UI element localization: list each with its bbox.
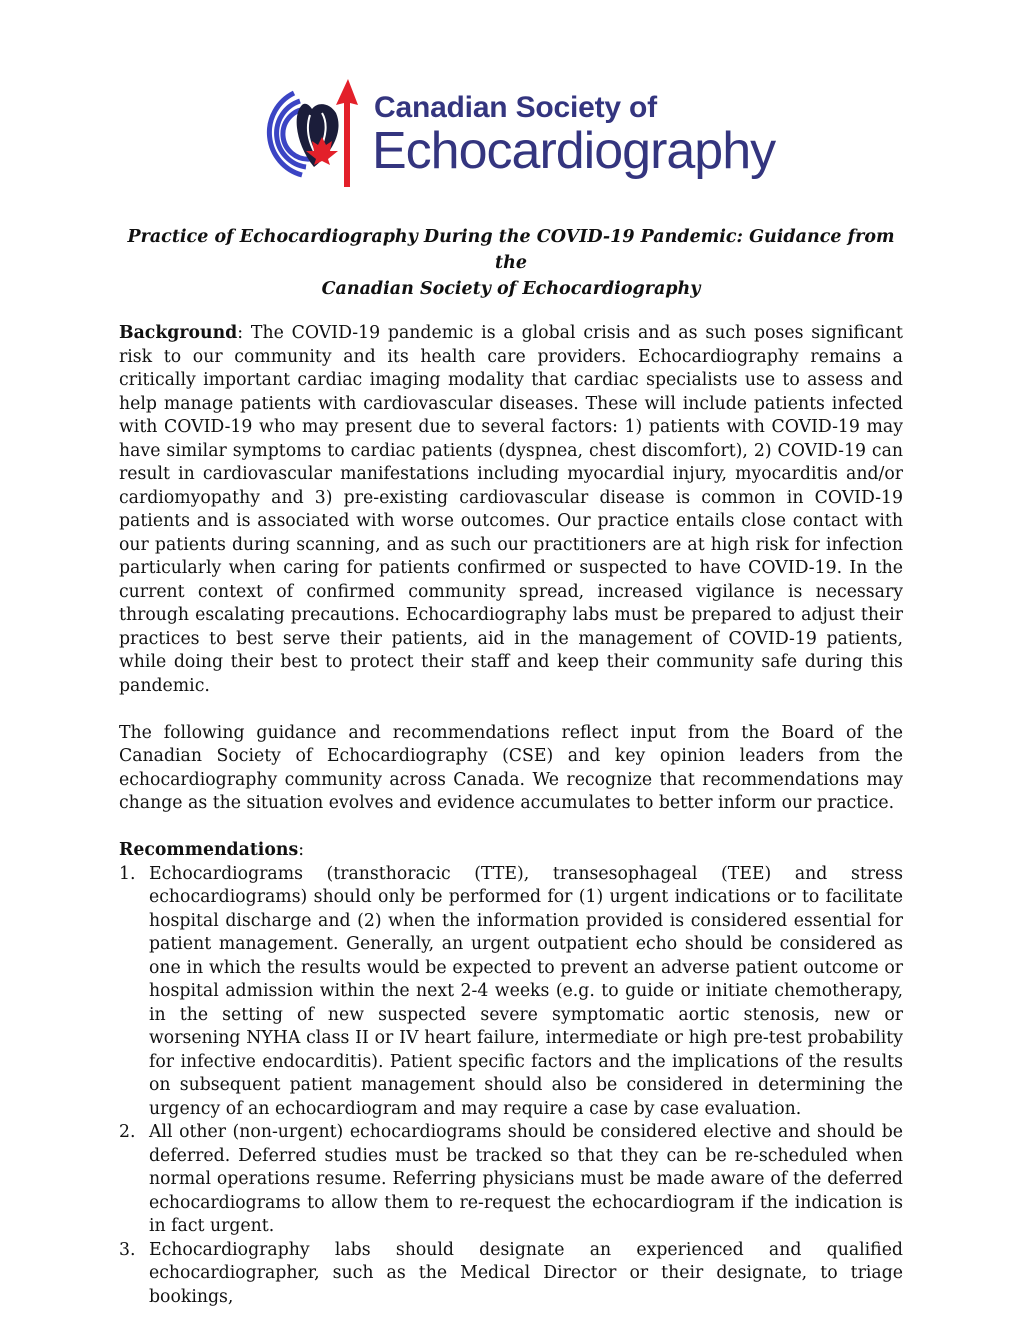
list-item [119,1121,903,1239]
heart-ultrasound-emblem-icon [262,75,362,195]
recommendations-heading: Recommendations [119,840,299,860]
document-body [119,224,903,1309]
list-item [119,863,903,1122]
list-item [119,1239,903,1310]
background-paragraph [119,322,903,698]
title-line1: Practice of Echocardiography During the COVID-19 Pandemic: Guidance from the [127,227,895,273]
title-line2: Canadian Society of Echocardiography [321,279,701,299]
list-item-text: Echocardiograms (transthoracic (TTE), transesophageal (TEE) and stress echocardiograms) should only be performed for (1) urgent indications or to facilitate hospital discharge and (2) when the information provided is considered essential for patient management. Generally, an urgent outpatient echo should be considered as one in which the results would be expected to prevent an adverse patient outcome or hospital admission within the next 2-4 weeks (e.g. to guide or initiate chemotherapy, in the setting of new suspected severe symptomatic aortic stenosis, new or worsening NYHA class II or IV heart failure, intermediate or high pre-test probability for infective endocarditis). Patient specific factors and the implications of the results on subsequent patient management should also be considered in determining the urgency of an echocardiogram and may require a case by case evaluation. [149,863,903,1119]
list-item-text: All other (non-urgent) echocardiograms should be considered elective and should be deferred. Deferred studies must be tracked so that they can be re-scheduled when normal operations resume. Referring physicians must be made aware of the deferred echocardiograms to allow them to re-request the echocardiogram if the indication is in fact urgent. [149,1122,903,1236]
list-item-number: 1. [119,863,136,884]
document-title [119,224,903,302]
guidance-paragraph: The following guidance and recommendations reflect input from the Board of the Canadian Society of Echocardiography (CSE) and key opinion leaders from the echocardiography community across Canada. We recognize that recommendations may change as the situation evolves and evidence accumulates to better inform our practice. [119,722,903,813]
list-item-text: Echocardiography labs should designate an experienced and qualified echocardiographer, such as the Medical Director or their designate, to triage bookings, [149,1239,903,1307]
cse-logo [262,75,776,195]
logo-text-line1: Canadian Society of [374,91,657,124]
background-colon: : [237,323,244,343]
recommendations-colon: : [298,840,305,860]
background-heading: Background [119,323,238,343]
list-item-number: 3. [119,1239,136,1260]
background-text: The COVID-19 pandemic is a global crisis and as such poses significant risk to our community and its health care providers. Echocardiography remains a critically important cardiac imaging modality that cardiac specialists use to assess and help manage patients with cardiovascular diseases. These will include patients infected with COVID-19 who may present due to several factors: 1) patients with COVID-19 may have similar symptoms to cardiac patients (dyspnea, chest discomfort), 2) COVID-19 can result in cardiovascular manifestations including myocardial injury, myocarditis and/or cardiomyopathy and 3) pre-existing cardiovascular disease is common in COVID-19 patients and is associated with worse outcomes. Our practice entails close contact with our patients during scanning, and as such our practitioners are at high risk for infection particularly when caring for patients confirmed or suspected to have COVID-19. In the current context of confirmed community spread, increased vigilance is necessary through escalating precautions. Echocardiography labs must be prepared to adjust their practices to best serve their patients, aid in the management of COVID-19 patients, while doing their best to protect their staff and keep their community safe during this pandemic. [119,323,903,696]
list-item-number: 2. [119,1122,136,1142]
recommendations-list [119,863,903,1310]
logo-text-line2: Echocardiography [372,122,776,180]
recommendations-heading-line [119,839,903,863]
